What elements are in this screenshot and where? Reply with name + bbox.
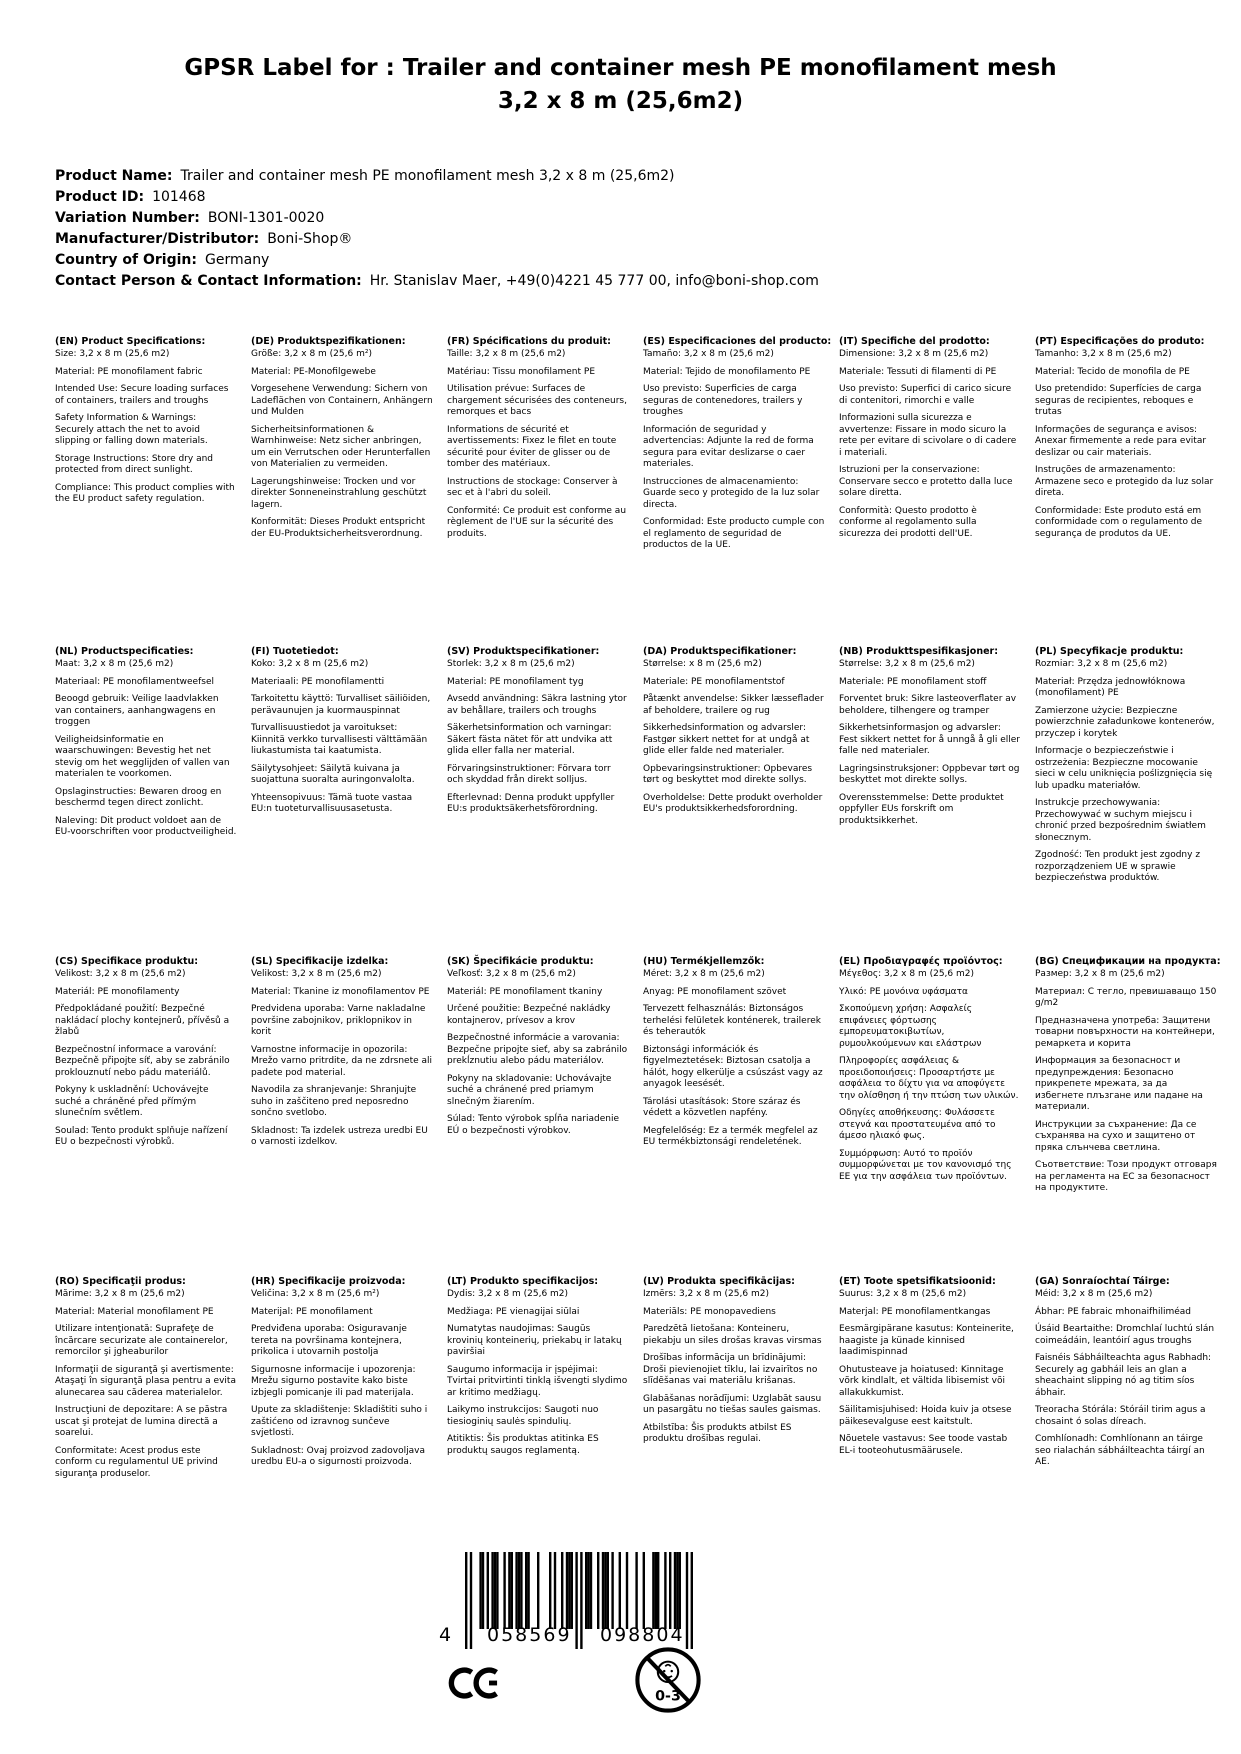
- lang-block-paragraph: Vorgesehene Verwendung: Sichern von Ladeflächen von Containern, Anhängern und Mulden: [251, 384, 433, 417]
- product-info-label: Product ID:: [55, 189, 145, 205]
- lang-block-paragraph: Информация за безопасност и предупреждения: Безопасно прикрепете мрежата, за да избегнете плъзгане или падане на материали.: [1035, 1056, 1203, 1112]
- lang-block-paragraph: Material: Tejido de monofilamento PE: [643, 366, 811, 377]
- lang-block-paragraph: Veľkosť: 3,2 x 8 m (25,6 m2): [447, 969, 576, 979]
- lang-block-paragraph: Material: Tecido de monofila de PE: [1035, 366, 1190, 377]
- lang-block-paragraph: Veličina: 3,2 x 8 m (25,6 m²): [251, 1289, 380, 1299]
- lang-block-paragraph: Předpokládané použití: Bezpečné nakládací plochy kontejnerů, přívěsů a žlabů: [55, 1004, 230, 1037]
- lang-block-paragraph: Conformité: Ce produit est conforme au règlement de l'UE sur la sécurité des produits.: [447, 505, 627, 539]
- lang-block-paragraph: Storlek: 3,2 x 8 m (25,6 m2): [447, 659, 575, 669]
- lang-block-paragraph: Medžiaga: PE vienagijai siūlai: [447, 1306, 580, 1317]
- lang-block-paragraph: Paredzētā lietošana: Konteineru, piekabju un siles drošas kravas virsmas: [643, 1324, 822, 1346]
- lang-block-paragraph: Materiale: Tessuti di filamenti di PE: [839, 366, 997, 377]
- barcode-digit-group: 058569: [487, 1624, 572, 1646]
- lang-block-paragraph: Größe: 3,2 x 8 m (25,6 m²): [251, 349, 372, 359]
- lang-block-paragraph: Upute za skladištenje: Skladištiti suho i zaštićeno od izravnog sunčeve svjetlosti.: [251, 1405, 428, 1438]
- lang-block-paragraph: Materiale: PE monofilament stoff: [839, 676, 987, 687]
- lang-block-paragraph: Instructions de stockage: Conserver à sec et à l'abri du soleil.: [447, 476, 618, 498]
- lang-block-paragraph: Conformità: Questo prodotto è conforme al regolamento sulla sicurezza dei prodotti dell'UE.: [839, 505, 977, 539]
- lang-block-paragraph: Sikkerhetsinformasjon og advarsler: Fest sikkert nettet for å unngå å gli eller falle ned materialer.: [839, 723, 1020, 756]
- lang-block-paragraph: Materiał: Przędza jednowłóknowa (monofilament) PE: [1035, 676, 1186, 698]
- lang-block-paragraph: Maat: 3,2 x 8 m (25,6 m2): [55, 659, 174, 669]
- lang-block-paragraph: Säilitamisjuhised: Hoida kuiv ja otsese päikesevalguse eest kaitstult.: [839, 1405, 1012, 1427]
- lang-block-paragraph: Størrelse: x 8 m (25,6 m2): [643, 659, 762, 669]
- lang-block-paragraph: Pokyny k uskladnění: Uchovávejte suché a chráněné před přímým slunečním světlem.: [55, 1085, 209, 1118]
- lang-block-sv: [447, 646, 629, 822]
- lang-block-heading: (SV) Produktspecifikationer:: [447, 646, 600, 657]
- lang-block-paragraph: Størrelse: 3,2 x 8 m (25,6 m2): [839, 659, 975, 669]
- lang-block-paragraph: Uso previsto: Superfici di carico sicure di contenitori, rimorchi e valle: [839, 384, 1012, 406]
- lang-block-ga: [1035, 1276, 1217, 1475]
- lang-block-heading: (SK) Špecifikácie produktu:: [447, 956, 594, 967]
- product-info-row: [55, 166, 1185, 187]
- product-info-value: 101468: [152, 189, 206, 205]
- lang-block-da: [643, 646, 825, 822]
- page-title: [0, 52, 1241, 118]
- lang-block-paragraph: Opslaginstructies: Bewaren droog en beschermd tegen direct zonlicht.: [55, 786, 222, 808]
- lang-block-paragraph: Tamaño: 3,2 x 8 m (25,6 m2): [643, 349, 774, 359]
- lang-block-heading: (ES) Especificaciones del producto:: [643, 336, 832, 347]
- product-info-value: BONI-1301-0020: [207, 210, 325, 226]
- language-row: [55, 956, 1235, 1201]
- product-info-value: Hr. Stanislav Maer, +49(0)4221 45 777 00, info@boni-shop.com: [369, 273, 819, 289]
- lang-block-paragraph: Instrukcje przechowywania: Przechowywać w suchym miejscu i chronić przed bezpośrednim światłem słonecznym.: [1035, 798, 1206, 843]
- lang-block-it: [839, 336, 1021, 546]
- lang-block-hr: [251, 1276, 433, 1475]
- lang-block-lt: [447, 1276, 629, 1463]
- lang-block-paragraph: Storage Instructions: Store dry and protected from direct sunlight.: [55, 453, 214, 475]
- lang-block-paragraph: Размер: 3,2 x 8 m (25,6 m2): [1035, 969, 1165, 979]
- lang-block-heading: (CS) Specifikace produktu:: [55, 956, 199, 967]
- lang-block-paragraph: Materijal: PE monofilament: [251, 1306, 373, 1317]
- ean13-barcode: [439, 1552, 693, 1652]
- lang-block-paragraph: Informaţii de siguranţă şi avertismente: Ataşaţi în siguranţă plasa pentru a evita alunecarea sau căderea materialelor.: [55, 1364, 236, 1398]
- lang-block-paragraph: Intended Use: Secure loading surfaces of containers, trailers and troughs: [55, 384, 229, 406]
- lang-block-paragraph: Rozmiar: 3,2 x 8 m (25,6 m2): [1035, 659, 1168, 669]
- lang-block-paragraph: Soulad: Tento produkt splňuje nařízení EU o bezpečnosti výrobků.: [55, 1125, 228, 1147]
- lang-block-paragraph: Utilizare intenţionată: Suprafeţe de încărcare securizate ale containerelor, remorcilor şi jgheaburilor: [55, 1324, 228, 1357]
- lang-block-paragraph: Lagerungshinweise: Trocken und vor direkter Sonneneinstrahlung geschützt lagern.: [251, 476, 427, 510]
- lang-block-paragraph: Avsedd användning: Säkra lastning ytor av behållare, trailers och troughs: [447, 694, 627, 716]
- lang-block-heading: (NL) Productspecificaties:: [55, 646, 194, 657]
- lang-block-paragraph: Uso pretendido: Superfícies de carga seguras de recipientes, reboques e trutas: [1035, 384, 1202, 417]
- lang-block-paragraph: Предназначена употреба: Защитени товарни повърхности на контейнери, ремаркета и корита: [1035, 1015, 1215, 1049]
- lang-block-paragraph: Velikost: 3,2 x 8 m (25,6 m2): [251, 969, 382, 979]
- lang-block-paragraph: Συμμόρφωση: Αυτό το προϊόν συμμορφώνεται με τον κανονισμό της ΕΕ για την ασφάλεια των προϊόντων.: [839, 1148, 1012, 1182]
- lang-block-paragraph: Utilisation prévue: Surfaces de chargement sécurisées des conteneurs, remorques et bacs: [447, 384, 627, 417]
- lang-block-paragraph: Turvallisuustiedot ja varoitukset: Kiinnitä verkko turvallisesti välttämään liukastumista tai kaatumista.: [251, 723, 428, 756]
- lang-block-paragraph: Инструкции за съхранение: Да се съхранява на сухо и защитено от пряка слънчева светлина.: [1035, 1119, 1197, 1153]
- lang-block-el: [839, 956, 1021, 1189]
- lang-block-paragraph: Koko: 3,2 x 8 m (25,6 m2): [251, 659, 369, 669]
- lang-block-sk: [447, 956, 629, 1143]
- lang-block-paragraph: Izmērs: 3,2 x 8 m (25,6 m2): [643, 1289, 769, 1299]
- lang-block-paragraph: Naleving: Dit product voldoet aan de EU-voorschriften voor productveiligheid.: [55, 815, 237, 837]
- lang-block-heading: (HR) Specifikacije proizvoda:: [251, 1276, 406, 1287]
- product-info-row: [55, 271, 1185, 292]
- product-info-label: Product Name:: [55, 168, 173, 184]
- lang-block-paragraph: Materiaali: PE monofilamentti: [251, 676, 385, 687]
- lang-block-paragraph: Påtænkt anvendelse: Sikker læsseflader af beholdere, trailere og rug: [643, 694, 824, 716]
- lang-block-paragraph: Overholdelse: Dette produkt overholder EU's produktsikkerhedsforordning.: [643, 792, 823, 814]
- lang-block-paragraph: Compliance: This product complies with the EU product safety regulation.: [55, 482, 235, 504]
- product-info-label: Contact Person & Contact Information:: [55, 273, 362, 289]
- lang-block-paragraph: Material: PE-Monofilgewebe: [251, 366, 376, 377]
- lang-block-paragraph: Zgodność: Ten produkt jest zgodny z rozporządzeniem UE w sprawie bezpieczeństwa produktów.: [1035, 850, 1201, 883]
- lang-block-paragraph: Instruções de armazenamento: Armazene seco e protegido da luz solar direta.: [1035, 465, 1214, 498]
- lang-block-heading: (PT) Especificações do produto:: [1035, 336, 1205, 347]
- lang-block-cs: [55, 956, 237, 1155]
- lang-block-heading: (BG) Спецификации на продукта:: [1035, 956, 1221, 967]
- lang-block-paragraph: Megfelelőség: Ez a termék megfelel az EU termékbiztonsági rendeletének.: [643, 1125, 818, 1147]
- lang-block-sl: [251, 956, 433, 1155]
- lang-block-heading: (EL) Προδιαγραφές προϊόντος:: [839, 956, 1003, 967]
- lang-block-paragraph: Съответствие: Този продукт отговаря на регламента на ЕС за безопасност на продуктите.: [1035, 1160, 1217, 1193]
- lang-block-de: [251, 336, 433, 546]
- lang-block-paragraph: Οδηγίες αποθήκευσης: Φυλάσσετε στεγνά και προστατευμένα από το άμεσο ηλιακό φως.: [839, 1108, 996, 1141]
- lang-block-paragraph: Overensstemmelse: Dette produktet oppfyller EUs forskrift om produktsikkerhet.: [839, 792, 1004, 826]
- lang-block-paragraph: Beoogd gebruik: Veilige laadvlakken van containers, aanhangwagens en troggen: [55, 694, 219, 727]
- product-info-row: [55, 229, 1185, 250]
- product-info: [55, 166, 1185, 292]
- lang-block-paragraph: Istruzioni per la conservazione: Conservare secco e protetto dalla luce solare diretta.: [839, 465, 1013, 498]
- lang-block-paragraph: Súlad: Tento výrobok spĺňa nariadenie EÚ o bezpečnosti výrobkov.: [447, 1114, 620, 1136]
- barcode-digit-group: 4: [439, 1624, 452, 1646]
- lang-block-paragraph: Velikost: 3,2 x 8 m (25,6 m2): [55, 969, 186, 979]
- lang-block-paragraph: Sicherheitsinformationen & Warnhinweise: Netz sicher anbringen, um ein Verrutschen oder Herunterfallen von Materialien zu vermeiden.: [251, 424, 431, 469]
- lang-block-fr: [447, 336, 629, 546]
- lang-block-paragraph: Suurus: 3,2 x 8 m (25,6 m2): [839, 1289, 967, 1299]
- lang-block-heading: (HU) Termékjellemzők:: [643, 956, 765, 967]
- lang-block-nb: [839, 646, 1021, 833]
- lang-block-paragraph: Materiál: PE monofilament tkaniny: [447, 986, 603, 997]
- lang-block-heading: (ET) Toote spetsifikatsioonid:: [839, 1276, 996, 1287]
- lang-block-paragraph: Bezpečnostné informácie a varovania: Bezpečne pripojte sieť, aby sa zabránilo prekĺznutiu alebo pádu materiálov.: [447, 1033, 628, 1066]
- lang-block-paragraph: Sigurnosne informacije i upozorenja: Mrežu sigurno postavite kako biste izbjegli pomicanje ili pad materijala.: [251, 1364, 416, 1398]
- lang-block-heading: (LV) Produkta specifikācijas:: [643, 1276, 795, 1287]
- lang-block-heading: (DA) Produktspecifikationer:: [643, 646, 797, 657]
- lang-block-paragraph: Glabāšanas norādījumi: Uzglabāt sausu un pasargātu no tiešas saules gaismas.: [643, 1393, 822, 1415]
- lang-block-pt: [1035, 336, 1217, 546]
- lang-block-paragraph: Skladnost: Ta izdelek ustreza uredbi EU o varnosti izdelkov.: [251, 1125, 428, 1147]
- lang-block-paragraph: Anyag: PE monofilament szövet: [643, 986, 787, 997]
- lang-block-paragraph: Uso previsto: Superficies de carga seguras de contenedores, trailers y troughes: [643, 384, 803, 417]
- lang-block-paragraph: Πληροφορίες ασφάλειας & προειδοποιήσεις: Προσαρτήστε με ασφάλεια το δίχτυ για να αποφύγετε την ολίσθηση ή την πτώση των υλικών.: [839, 1056, 1019, 1101]
- page-title-line1: GPSR Label for : Trailer and container mesh PE monofilament mesh: [184, 55, 1057, 81]
- product-info-value: Germany: [205, 252, 270, 268]
- lang-block-paragraph: Material: PE monofilament tyg: [447, 676, 584, 687]
- lang-block-heading: (DE) Produktspezifikationen:: [251, 336, 406, 347]
- lang-block-paragraph: Материал: С тегло, превишаващо 150 g/m2: [1035, 986, 1217, 1008]
- lang-block-lv: [643, 1276, 825, 1452]
- lang-block-paragraph: Σκοπούμενη χρήση: Ασφαλείς επιφάνειες φόρτωσης εμπορευματοκιβωτίων, ρυμουλκούμενων και ελάστρων: [839, 1004, 982, 1049]
- lang-block-paragraph: Lagringsinstruksjoner: Oppbevar tørt og beskyttet mot direkte sollys.: [839, 763, 1020, 785]
- lang-block-paragraph: Informacje o bezpieczeństwie i ostrzeżenia: Bezpieczne mocowanie sieci w celu uniknięcia poślizgnięcia się lub upadku materiałów.: [1035, 746, 1213, 791]
- lang-block-paragraph: Informazioni sulla sicurezza e avvertenze: Fissare in modo sicuro la rete per evitare di scivolare o di cadere i materiali.: [839, 413, 1017, 458]
- lang-block-paragraph: Materiāls: PE monopavediens: [643, 1306, 776, 1317]
- lang-block-es: [643, 336, 832, 558]
- lang-block-paragraph: Ohutusteave ja hoiatused: Kinnitage võrk kindlalt, et vältida libisemist või allakukkumist.: [839, 1364, 1006, 1398]
- product-info-label: Manufacturer/Distributor:: [55, 231, 260, 247]
- lang-block-paragraph: Méid: 3,2 x 8 m (25,6 m2): [1035, 1289, 1153, 1299]
- lang-block-paragraph: Treoracha Stórála: Stóráil tirim agus a chosaint ó solas díreach.: [1035, 1405, 1206, 1427]
- lang-block-paragraph: Tervezett felhasználás: Biztonságos terhelési felületek konténerek, trailerek és teherautók: [643, 1004, 821, 1037]
- lang-block-paragraph: Yhteensopivuus: Tämä tuote vastaa EU:n tuoteturvallisuusasetusta.: [251, 792, 413, 814]
- lang-block-paragraph: Materiale: PE monofilamentstof: [643, 676, 785, 687]
- lang-block-paragraph: Forventet bruk: Sikre lasteoverflater av beholdere, tilhengere og tramper: [839, 694, 1017, 716]
- lang-block-paragraph: Informações de segurança e avisos: Anexar firmemente a rede para evitar deslizar ou cair materiais.: [1035, 424, 1207, 458]
- lang-block-paragraph: Saugumo informacija ir įspėjimai: Tvirtai pritvirtinti tinklą išvengti slydimo ar kritimo medžiagų.: [447, 1364, 628, 1398]
- lang-block-paragraph: Förvaringsinstruktioner: Förvara torr och skyddad från direkt solljus.: [447, 763, 611, 785]
- lang-block-paragraph: Bezpečnostní informace a varování: Bezpečně připojte síť, aby se zabránilo proklouznutí nebo pádu materiálů.: [55, 1044, 230, 1078]
- lang-block-heading: (NB) Produkttspesifikasjoner:: [839, 646, 999, 657]
- lang-block-et: [839, 1276, 1021, 1463]
- lang-block-paragraph: Material: Tkanine iz monofilamentov PE: [251, 986, 430, 997]
- lang-block-paragraph: Materiál: PE monofilamenty: [55, 986, 180, 997]
- lang-block-nl: [55, 646, 237, 845]
- lang-block-ro: [55, 1276, 237, 1486]
- product-info-row: [55, 250, 1185, 271]
- lang-block-paragraph: Zamierzone użycie: Bezpieczne powierzchnie załadunkowe kontenerów, przyczep i korytek: [1035, 705, 1215, 739]
- lang-block-paragraph: Conformidade: Este produto está em conformidade com o regulamento de segurança de produtos da UE.: [1035, 505, 1203, 539]
- lang-block-en: [55, 336, 237, 512]
- lang-block-paragraph: Drošības informācija un brīdinājumi: Droši pievienojiet tīklu, lai izvairītos no slīdēšanas vai materiālu krišanas.: [643, 1353, 818, 1386]
- lang-block-paragraph: Nõuetele vastavus: See toode vastab EL-i tooteohutusmäärusele.: [839, 1434, 1008, 1456]
- lang-block-paragraph: Tarkoitettu käyttö: Turvalliset säiliöiden, perävaunujen ja kuormauspinnat: [251, 694, 431, 716]
- lang-block-paragraph: Efterlevnad: Denna produkt uppfyller EU:s produktsäkerhetsförordning.: [447, 792, 615, 814]
- product-info-row: [55, 208, 1185, 229]
- lang-block-paragraph: Predviđena uporaba: Osiguravanje tereta na površinama kontejnera, prikolica i utovarnih postolja: [251, 1324, 407, 1357]
- lang-block-paragraph: Materiaal: PE monofilamentweefsel: [55, 676, 214, 687]
- lang-block-paragraph: Varnostne informacije in opozorila: Mrežo varno pritrdite, da ne zdrsnete ali padete pod material.: [251, 1044, 433, 1078]
- language-row: [55, 646, 1235, 891]
- lang-block-paragraph: Dydis: 3,2 x 8 m (25,6 m2): [447, 1289, 569, 1299]
- lang-block-heading: (GA) Sonraíochtaí Táirge:: [1035, 1276, 1170, 1287]
- age-warning-text: 0-3: [655, 1688, 681, 1705]
- lang-block-paragraph: Tamanho: 3,2 x 8 m (25,6 m2): [1035, 349, 1172, 359]
- lang-block-paragraph: Úsáid Beartaithe: Dromchlaí luchtú slán coimeádáin, leantóirí agus troughs: [1035, 1324, 1215, 1346]
- lang-block-fi: [251, 646, 433, 822]
- lang-block-paragraph: Navodila za shranjevanje: Shranjujte suho in zaščiteno pred neposredno sončno svetlobo.: [251, 1085, 417, 1118]
- lang-block-heading: (RO) Specificaţii produs:: [55, 1276, 186, 1287]
- lang-block-heading: (LT) Produkto specifikacijos:: [447, 1276, 599, 1287]
- lang-block-paragraph: Material: Material monofilament PE: [55, 1306, 214, 1317]
- lang-block-bg: [1035, 956, 1221, 1201]
- language-row: [55, 336, 1235, 558]
- lang-block-heading: (SL) Specifikacije izdelka:: [251, 956, 389, 967]
- product-info-value: Trailer and container mesh PE monofilament mesh 3,2 x 8 m (25,6m2): [180, 168, 675, 184]
- lang-block-paragraph: Mărime: 3,2 x 8 m (25,6 m2): [55, 1289, 185, 1299]
- product-info-row: [55, 187, 1185, 208]
- page-title-line2: 3,2 x 8 m (25,6m2): [497, 88, 744, 114]
- product-info-label: Country of Origin:: [55, 252, 197, 268]
- lang-block-paragraph: Opbevaringsinstruktioner: Opbevares tørt og beskyttet mod direkte sollys.: [643, 763, 813, 785]
- lang-block-pl: [1035, 646, 1217, 891]
- lang-block-paragraph: Laikymo instrukcijos: Saugoti nuo tiesioginių saulės spindulių.: [447, 1405, 599, 1427]
- lang-block-paragraph: Säilytysohjeet: Säilytä kuivana ja suojattuna suoralta auringonvalolta.: [251, 763, 415, 785]
- lang-block-paragraph: Material: PE monofilament fabric: [55, 366, 203, 377]
- lang-block-paragraph: Comhlíonadh: Comhlíonann an táirge seo rialachán sábháilteachta táirgí an AE.: [1035, 1434, 1205, 1467]
- lang-block-paragraph: Tárolási utasítások: Store száraz és védett a közvetlen napfény.: [643, 1096, 801, 1118]
- lang-block-paragraph: Atitiktis: Šis produktas atitinka ES produktų saugos reglamentą.: [447, 1434, 599, 1456]
- lang-block-paragraph: Dimensione: 3,2 x 8 m (25,6 m2): [839, 349, 989, 359]
- lang-block-paragraph: Säkerhetsinformation och varningar: Säkert fästa nätet för att undvika att glida eller falla ner material.: [447, 723, 613, 756]
- lang-block-paragraph: Atbilstība: Šis produkts atbilst ES produktu drošības regulai.: [643, 1422, 792, 1444]
- lang-block-paragraph: Taille: 3,2 x 8 m (25,6 m2): [447, 349, 566, 359]
- language-row: [55, 1276, 1235, 1486]
- lang-block-paragraph: Información de seguridad y advertencias: Adjunte la red de forma segura para evitar deslizarse o caer materiales.: [643, 424, 814, 469]
- ce-mark-icon: [447, 1660, 503, 1706]
- lang-block-paragraph: Instrucciones de almacenamiento: Guarde seco y protegido de la luz solar directa.: [643, 476, 820, 510]
- lang-block-paragraph: Safety Information & Warnings: Securely attach the net to avoid slipping or falling down materials.: [55, 413, 208, 446]
- lang-block-hu: [643, 956, 825, 1155]
- product-info-value: Boni-Shop®: [267, 231, 353, 247]
- lang-block-paragraph: Faisnéis Sábháilteachta agus Rabhadh: Securely ag gabháil leis an glan a sheachaint slipping nó ag titim síos ábhair.: [1035, 1353, 1212, 1398]
- age-warning-0-3-icon: [634, 1646, 702, 1714]
- lang-block-paragraph: Conformitate: Acest produs este conform cu regulamentul UE privind siguranţa produselor.: [55, 1445, 218, 1479]
- lang-block-paragraph: Numatytas naudojimas: Saugūs krovinių konteinerių, priekabų ir latakų paviršiai: [447, 1324, 622, 1357]
- lang-block-paragraph: Conformidad: Este producto cumple con el reglamento de seguridad de productos de la UE.: [643, 517, 825, 550]
- lang-block-paragraph: Určené použitie: Bezpečné nakládky kontajnerov, prívesov a krov: [447, 1004, 611, 1026]
- lang-block-paragraph: Sikkerhedsinformation og advarsler: Fastgør sikkert nettet for at undgå at glide eller falde ned materialer.: [643, 723, 810, 756]
- lang-block-paragraph: Informations de sécurité et avertissements: Fixez le filet en toute sécurité pour éviter de glisser ou de tomber des matériaux.: [447, 424, 617, 469]
- lang-block-heading: (PL) Specyfikacje produktu:: [1035, 646, 1184, 657]
- lang-block-paragraph: Biztonsági információk és figyelmeztetések: Biztosan csatolja a hálót, hogy elkerülje a csúszást vagy az anyagok leesését.: [643, 1044, 823, 1089]
- product-info-label: Variation Number:: [55, 210, 200, 226]
- lang-block-paragraph: Predvidena uporaba: Varne nakladalne površine zabojnikov, priklopnikov in korit: [251, 1004, 426, 1037]
- lang-block-heading: (FR) Spécifications du produit:: [447, 336, 611, 347]
- lang-block-paragraph: Veiligheidsinformatie en waarschuwingen: Bevestig het net stevig om het wegglijden of vallen van materialen te voorkomen.: [55, 734, 230, 779]
- lang-block-paragraph: Matériau: Tissu monofilament PE: [447, 366, 596, 377]
- lang-block-paragraph: Materjal: PE monofilamentkangas: [839, 1306, 991, 1317]
- lang-block-heading: (IT) Specifiche del prodotto:: [839, 336, 990, 347]
- lang-block-paragraph: Instrucţiuni de depozitare: A se păstra uscat şi protejat de lumina directă a soarelui.: [55, 1405, 228, 1438]
- lang-block-paragraph: Eesmärgipärane kasutus: Konteinerite, haagiste ja künade kinnised laadimispinnad: [839, 1324, 1014, 1357]
- barcode-digit-group: 098804: [600, 1624, 685, 1646]
- lang-block-paragraph: Pokyny na skladovanie: Uchovávajte suché a chránené pred priamym slnečným žiarením.: [447, 1073, 612, 1107]
- lang-block-paragraph: Μέγεθος: 3,2 x 8 m (25,6 m2): [839, 969, 974, 979]
- lang-block-paragraph: Size: 3,2 x 8 m (25,6 m2): [55, 349, 170, 359]
- lang-block-heading: (FI) Tuotetiedot:: [251, 646, 339, 657]
- lang-block-paragraph: Sukladnost: Ovaj proizvod zadovoljava uredbu EU-a o sigurnosti proizvoda.: [251, 1445, 425, 1467]
- lang-block-paragraph: Ábhar: PE fabraic mhonaifhiliméad: [1035, 1306, 1192, 1317]
- lang-block-paragraph: Konformität: Dieses Produkt entspricht der EU-Produktsicherheitsverordnung.: [251, 517, 426, 539]
- lang-block-paragraph: Υλικό: PE μονόινα υφάσματα: [839, 986, 968, 997]
- lang-block-heading: (EN) Product Specifications:: [55, 336, 206, 347]
- lang-block-paragraph: Méret: 3,2 x 8 m (25,6 m2): [643, 969, 765, 979]
